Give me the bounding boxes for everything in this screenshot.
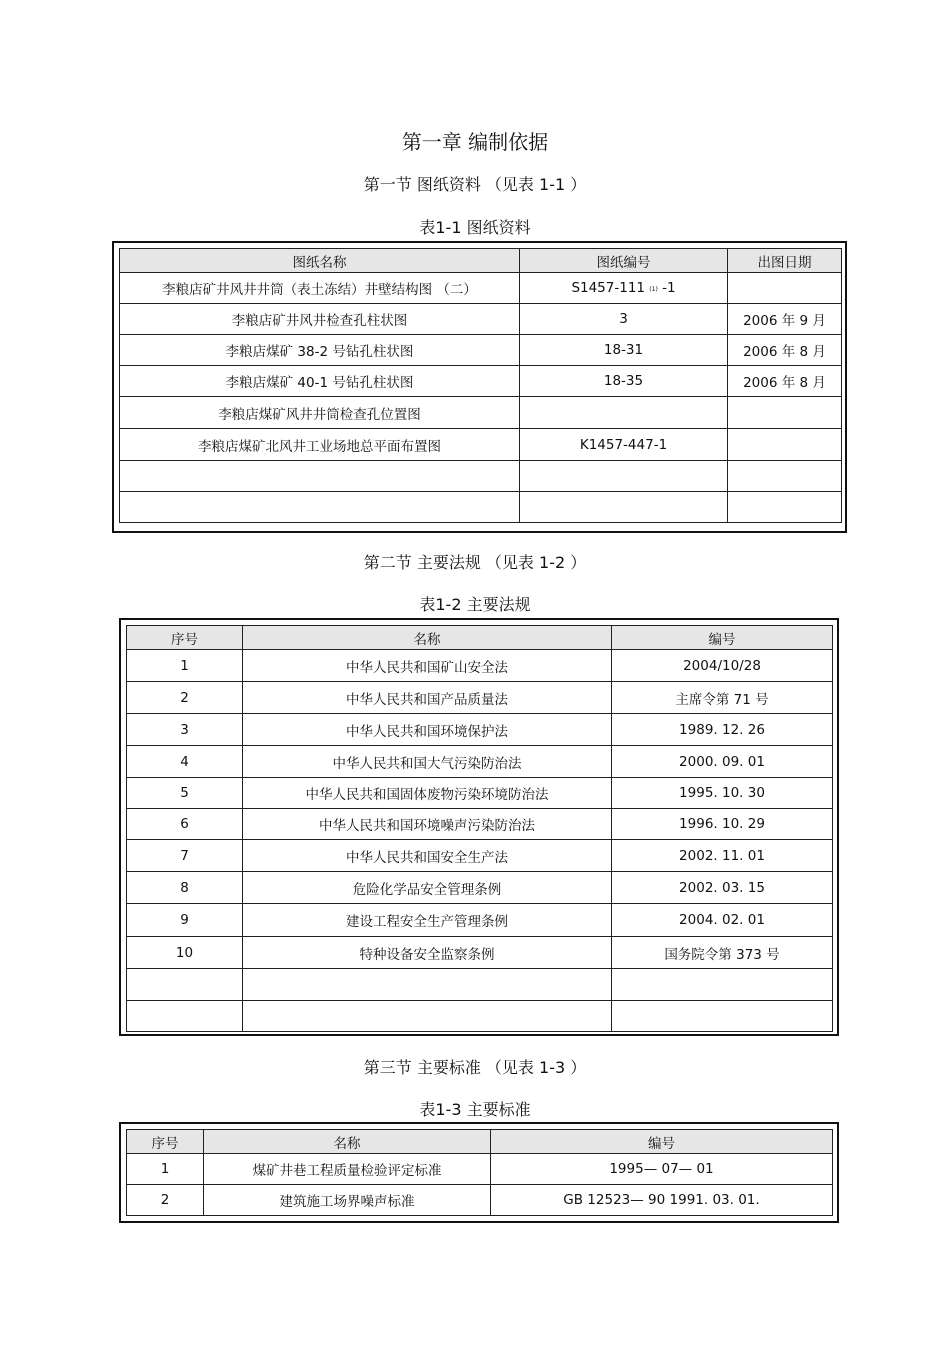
table-row	[127, 937, 833, 969]
drawing-name	[120, 461, 520, 492]
issue-date	[728, 397, 842, 429]
table-row	[127, 1185, 833, 1216]
number-cell: GB 12523— 90 1991. 03. 01.	[491, 1185, 833, 1216]
name-cell	[243, 1001, 612, 1032]
number-cell: 2004. 02. 01	[612, 904, 833, 937]
table-row	[127, 904, 833, 937]
name-cell: 中华人民共和国环境噪声污染防治法	[243, 809, 612, 840]
chapter-title: 第一章 编制依据	[401, 130, 549, 154]
table-row	[127, 778, 833, 809]
name-cell: 建筑施工场界噪声标准	[204, 1185, 491, 1216]
name-cell: 危险化学品安全管理条例	[243, 872, 612, 904]
table-row	[120, 366, 842, 397]
header-number: 编号	[612, 626, 833, 650]
name-cell: 中华人民共和国矿山安全法	[243, 650, 612, 682]
serial-cell	[127, 969, 243, 1001]
name-cell: 中华人民共和国安全生产法	[243, 840, 612, 872]
issue-date	[728, 429, 842, 461]
table-1-1-caption: 表1-1 图纸资料	[419, 218, 531, 237]
table-row	[127, 682, 833, 714]
number-cell: 国务院令第 373 号	[612, 937, 833, 969]
number-cell: 1995. 10. 30	[612, 778, 833, 809]
issue-date: 2006 年 8 月	[728, 366, 842, 397]
drawing-number: 3	[520, 304, 728, 335]
number-cell	[612, 1001, 833, 1032]
table-header-row	[120, 249, 842, 273]
table-row	[127, 872, 833, 904]
number-cell: 1995— 07— 01	[491, 1154, 833, 1185]
name-cell	[243, 969, 612, 1001]
number-cell: 1989. 12. 26	[612, 714, 833, 746]
header-drawing-number: 图纸编号	[520, 249, 728, 273]
name-cell: 中华人民共和国产品质量法	[243, 682, 612, 714]
serial-cell: 5	[127, 778, 243, 809]
serial-cell: 2	[127, 1185, 204, 1216]
serial-cell: 1	[127, 1154, 204, 1185]
table-row	[127, 714, 833, 746]
name-cell: 煤矿井巷工程质量检验评定标准	[204, 1154, 491, 1185]
table-row	[120, 335, 842, 366]
issue-date: 2006 年 9 月	[728, 304, 842, 335]
serial-cell: 2	[127, 682, 243, 714]
name-cell: 中华人民共和国环境保护法	[243, 714, 612, 746]
name-cell: 建设工程安全生产管理条例	[243, 904, 612, 937]
serial-cell: 10	[127, 937, 243, 969]
header-number: 编号	[491, 1130, 833, 1154]
serial-cell	[127, 1001, 243, 1032]
table-row	[120, 461, 842, 492]
issue-date	[728, 492, 842, 523]
number-cell: 2002. 11. 01	[612, 840, 833, 872]
table-row	[120, 429, 842, 461]
number-cell: 2002. 03. 15	[612, 872, 833, 904]
table-row	[127, 1001, 833, 1032]
table-row	[120, 397, 842, 429]
table-1-1	[119, 248, 842, 523]
table-row	[127, 809, 833, 840]
table-row	[127, 969, 833, 1001]
table-row	[120, 492, 842, 523]
table-row	[127, 650, 833, 682]
number-cell: 2004/10/28	[612, 650, 833, 682]
section-1-heading: 第一节 图纸资料 （见表 1-1 ）	[363, 175, 587, 194]
issue-date: 2006 年 8 月	[728, 335, 842, 366]
header-serial: 序号	[127, 1130, 204, 1154]
table-1-3-caption: 表1-3 主要标准	[419, 1100, 531, 1119]
table-1-2	[126, 625, 833, 1032]
serial-cell: 8	[127, 872, 243, 904]
number-cell: 主席令第 71 号	[612, 682, 833, 714]
header-serial: 序号	[127, 626, 243, 650]
drawing-name: 李粮店矿井风井井筒（表土冻结）井壁结构图 （二）	[120, 273, 520, 304]
header-drawing-name: 图纸名称	[120, 249, 520, 273]
drawing-name: 李粮店矿井风井检查孔柱状图	[120, 304, 520, 335]
drawing-name: 李粮店煤矿北风井工业场地总平面布置图	[120, 429, 520, 461]
drawing-number	[520, 492, 728, 523]
table-row	[127, 840, 833, 872]
serial-cell: 1	[127, 650, 243, 682]
drawing-name: 李粮店煤矿 38-2 号钻孔柱状图	[120, 335, 520, 366]
name-cell: 特种设备安全监察条例	[243, 937, 612, 969]
issue-date	[728, 461, 842, 492]
table-row	[127, 746, 833, 778]
drawing-number	[520, 461, 728, 492]
name-cell: 中华人民共和国大气污染防治法	[243, 746, 612, 778]
drawing-number: 18-31	[520, 335, 728, 366]
table-1-2-caption: 表1-2 主要法规	[419, 595, 531, 614]
serial-cell: 3	[127, 714, 243, 746]
section-3-heading: 第三节 主要标准 （见表 1-3 ）	[363, 1058, 587, 1077]
table-row	[120, 273, 842, 304]
drawing-number: 18-35	[520, 366, 728, 397]
table-header-row	[127, 1130, 833, 1154]
drawing-number	[520, 273, 728, 304]
table-row	[120, 304, 842, 335]
drawing-number-text: S1457-111 (1) -1	[571, 280, 676, 296]
table-header-row	[127, 626, 833, 650]
header-name: 名称	[243, 626, 612, 650]
header-issue-date: 出图日期	[728, 249, 842, 273]
section-2-heading: 第二节 主要法规 （见表 1-2 ）	[363, 553, 587, 572]
name-cell: 中华人民共和国固体废物污染环境防治法	[243, 778, 612, 809]
issue-date	[728, 273, 842, 304]
serial-cell: 4	[127, 746, 243, 778]
number-cell	[612, 969, 833, 1001]
drawing-name	[120, 492, 520, 523]
drawing-name: 李粮店煤矿风井井筒检查孔位置图	[120, 397, 520, 429]
number-cell: 1996. 10. 29	[612, 809, 833, 840]
number-cell: 2000. 09. 01	[612, 746, 833, 778]
table-row	[127, 1154, 833, 1185]
serial-cell: 9	[127, 904, 243, 937]
serial-cell: 6	[127, 809, 243, 840]
serial-cell: 7	[127, 840, 243, 872]
drawing-number: K1457-447-1	[520, 429, 728, 461]
table-1-3	[126, 1129, 833, 1216]
drawing-number	[520, 397, 728, 429]
drawing-name: 李粮店煤矿 40-1 号钻孔柱状图	[120, 366, 520, 397]
header-name: 名称	[204, 1130, 491, 1154]
